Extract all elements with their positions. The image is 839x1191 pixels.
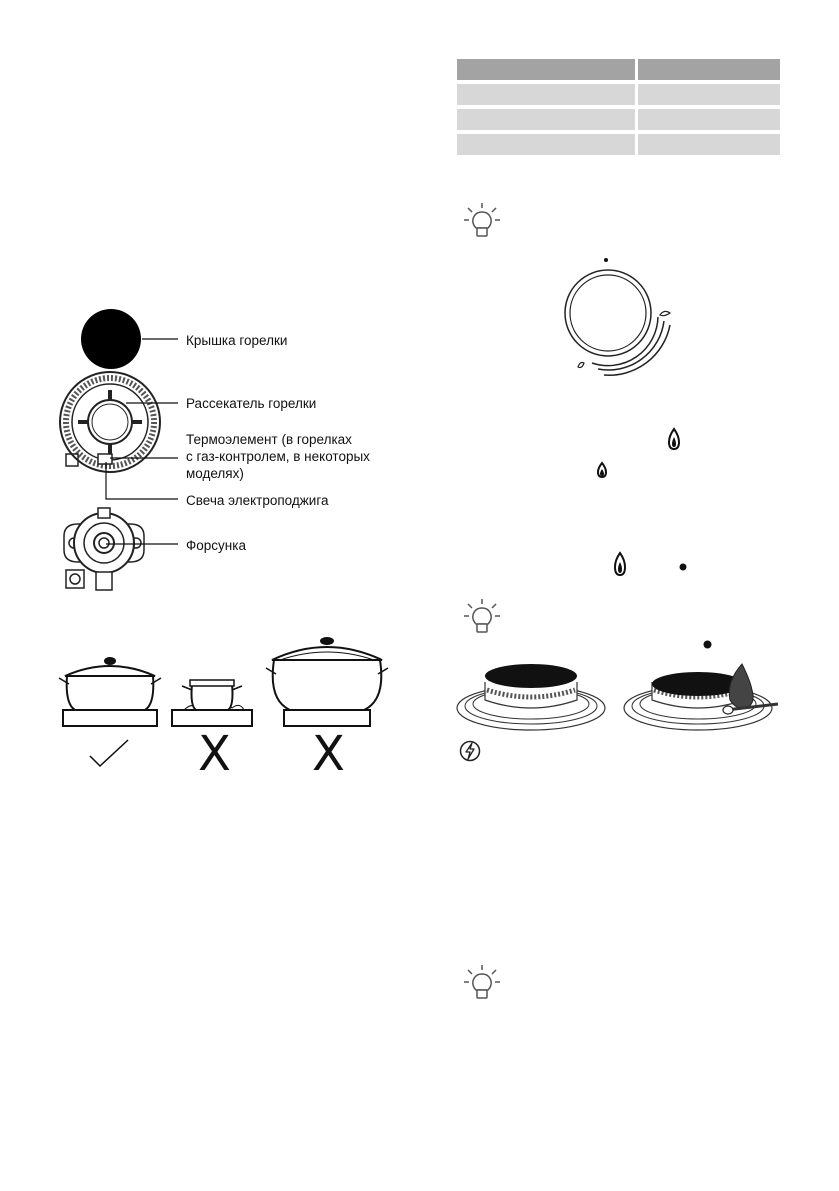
table-header-cell [638, 59, 780, 80]
lightning-circle-icon [459, 740, 481, 762]
table-cell [457, 134, 635, 155]
burner-manual-ignition-illustration [622, 660, 782, 732]
table-cell [638, 109, 780, 130]
lightbulb-icon [464, 598, 500, 636]
label-burner-cap: Крышка горелки [186, 333, 288, 348]
cross-mark-icon: X [312, 726, 345, 782]
table-row [457, 109, 780, 130]
lightbulb-icon [464, 964, 500, 1002]
table-cell [638, 84, 780, 105]
flame-large-icon [667, 428, 681, 450]
label-injector: Форсунка [186, 538, 246, 553]
label-thermocouple: Термоэлемент (в горелках с газ-контролем, в некоторых моделях) [186, 432, 370, 481]
table-row [457, 84, 780, 105]
table-cell [638, 134, 780, 155]
diagram-leader-lines [0, 0, 420, 600]
pot-too-small [170, 672, 254, 730]
check-mark-icon [88, 738, 130, 768]
table-cell [457, 84, 635, 105]
flame-large-icon [613, 552, 627, 576]
pot-too-large [262, 634, 392, 730]
control-knob-illustration [560, 255, 680, 375]
dot-icon [679, 563, 687, 571]
pot-correct-size [55, 652, 165, 730]
table-header-row [457, 59, 780, 80]
label-ignition-plug: Свеча электроподжига [186, 493, 329, 508]
label-burner-spreader: Рассекатель горелки [186, 396, 317, 411]
cross-mark-icon: X [198, 726, 231, 782]
lightbulb-icon [464, 202, 500, 240]
table-cell [457, 109, 635, 130]
burner-assembled-illustration [455, 660, 607, 732]
flame-small-icon [596, 462, 608, 478]
dot-icon [703, 640, 712, 649]
table-row [457, 134, 780, 155]
burner-table [457, 59, 780, 159]
table-header-cell [457, 59, 635, 80]
